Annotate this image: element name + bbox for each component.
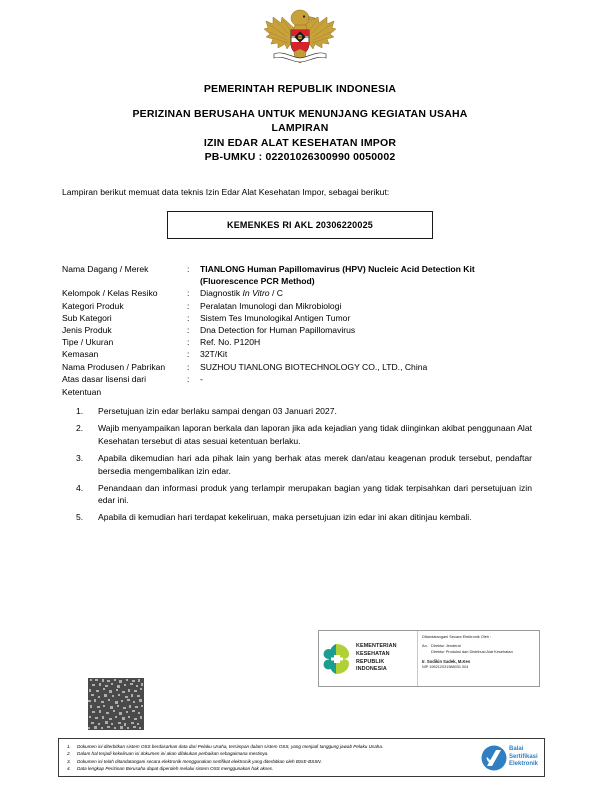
- akl-box-container: [0, 211, 600, 239]
- field-label: Kemasan: [62, 349, 99, 360]
- footer-note-text: Dalam hal terjadi kekeliruan isi dokumen ini akan dilakukan perbaikan sebagaimana mestinya.: [77, 751, 269, 757]
- field-value: [200, 287, 532, 299]
- list-item-number: 3.: [76, 452, 84, 463]
- signer-an-prefix: An.: [422, 642, 428, 648]
- field-value: Sistem Tes Imunologikal Antigen Tumor: [200, 312, 351, 323]
- field-colon: :: [187, 324, 190, 335]
- heading-line-izin-edar: IZIN EDAR ALAT KESEHATAN IMPOR: [203, 136, 397, 149]
- list-item-text: Wajib menyampaikan laporan berkala dan laporan jika ada kejadian yang tidak diinginkan akibat penggunaan Alat Kesehatan tersebut di atas sesuai ketentuan berlaku.: [98, 423, 532, 446]
- bse-line-3: Elektronik: [508, 761, 538, 768]
- field-value-pre: Diagnostik: [200, 288, 243, 299]
- bse-logo-area: [481, 745, 540, 771]
- field-row-sub-kategori: [62, 312, 532, 324]
- document-heading: [0, 82, 600, 164]
- stamp-signature-area: [417, 631, 539, 686]
- signed-electronically-label: Ditandatangani Secara Elektronik Oleh :: [422, 634, 492, 639]
- list-item-text: Apabila di kemudian hari terdapat kekeliruan, maka persetujuan izin edar ini akan ditinjau kembali.: [98, 512, 472, 523]
- field-colon: :: [187, 263, 190, 274]
- field-row-jenis-produk: [62, 324, 532, 336]
- field-label: Nama Dagang / Merek: [62, 263, 149, 274]
- bse-logo-icon: [481, 745, 507, 771]
- field-colon: :: [187, 288, 190, 299]
- signer-position-line-1: Direktur Jenderal: [431, 642, 461, 648]
- heading-line-perizinan: PERIZINAN BERUSAHA UNTUK MENUNJANG KEGIATAN USAHA: [132, 108, 468, 121]
- footer-note-text: Dokumen ini telah ditandatangani secara elektronik menggunakan sertifikat elektronik yang diterbitkan oleh BSrE-BSSN.: [77, 758, 322, 764]
- garuda-pancasila-emblem: [263, 8, 337, 70]
- signer-position-line-2: Direktur Produksi dan Distribusi Alat Kesehatan: [431, 648, 513, 654]
- field-row-kelompok-kelas-resiko: [62, 287, 532, 299]
- signature-stamp: [318, 630, 540, 687]
- field-label: Atas dasar lisensi dari: [62, 373, 147, 384]
- field-label: Kelompok / Kelas Resiko: [62, 288, 158, 299]
- footer-panel: [58, 738, 545, 777]
- field-label: Kategori Produk: [62, 300, 124, 311]
- footer-note-number: 4.: [67, 765, 71, 771]
- ministry-name: [356, 643, 397, 674]
- ketentuan-list: [62, 405, 532, 524]
- list-item-number: 4.: [76, 482, 84, 493]
- footer-note-text: Dokumen ini diterbitkan sistem OSS berdasarkan data dari Pelaku Usaha, tersimpan dalam sistem OSS, yang menjadi tanggung jawab Pelaku Usaha.: [77, 744, 384, 749]
- heading-line-government: PEMERINTAH REPUBLIK INDONESIA: [203, 83, 397, 95]
- emblem-container: [0, 0, 600, 70]
- bse-line-2: Sertifikasi: [508, 753, 538, 760]
- ministry-line-3: REPUBLIK: [356, 658, 385, 665]
- ketentuan-heading: Ketentuan: [62, 386, 102, 397]
- list-item-number: 2.: [76, 423, 84, 434]
- field-value-italic: In Vitro: [242, 288, 270, 299]
- field-value: -: [200, 373, 203, 384]
- list-item-text: Apabila dikemudian hari ada pihak lain yang berhak atas merek dan/atau keagenan produk tersebut, pendaftar bersedia mengembalikan izin edar.: [98, 452, 532, 476]
- field-label: Jenis Produk: [62, 324, 112, 335]
- field-value: Peralatan Imunologi dan Mikrobiologi: [200, 300, 342, 311]
- field-label: Sub Kategori: [62, 312, 112, 323]
- field-row-kemasan: [62, 348, 532, 360]
- field-colon: :: [187, 373, 190, 384]
- field-row-tipe-ukuran: [62, 336, 532, 348]
- footer-note: [61, 743, 481, 750]
- footer-note-number: 1.: [67, 744, 71, 749]
- footer-note: [61, 758, 481, 765]
- field-value: Dna Detection for Human Papillomavirus: [200, 324, 356, 335]
- intro-paragraph: Lampiran berikut memuat data teknis Izin Edar Alat Kesehatan Impor, sebagai berikut:: [62, 186, 390, 197]
- product-data-fields: [62, 263, 532, 398]
- field-colon: :: [187, 312, 190, 323]
- footer-notes-list: [61, 743, 481, 772]
- list-item: [62, 405, 532, 418]
- footer-note-number: 2.: [67, 751, 71, 757]
- list-item: [62, 482, 532, 508]
- qr-code: [88, 678, 144, 730]
- list-item-text: Penandaan dan informasi produk yang terlampir merupakan bagian yang tidak terpisahkan dari persetujuan izin edar ini.: [98, 482, 532, 506]
- field-colon: :: [187, 349, 190, 360]
- field-value-post: / C: [269, 288, 283, 299]
- footer-note-text: Data lengkap Perizinan Berusaha dapat diperoleh melalui sistem OSS menggunakan hak akses.: [77, 765, 274, 771]
- field-label: Tipe / Ukuran: [62, 337, 114, 348]
- list-item-number: 1.: [76, 406, 84, 417]
- field-label: Nama Produsen / Pabrikan: [62, 361, 166, 372]
- field-value: 32T/Kit: [200, 349, 228, 360]
- field-row-nama-produsen: [62, 361, 532, 373]
- kemenkes-logo: [323, 642, 353, 676]
- footer-note-number: 3.: [67, 758, 71, 764]
- signer-position-row: [422, 643, 536, 655]
- field-colon: :: [187, 337, 190, 348]
- field-row-atas-dasar-lisensi: [62, 373, 532, 385]
- heading-line-lampiran: LAMPIRAN: [271, 122, 329, 135]
- footer-note: [61, 750, 481, 757]
- ministry-line-4: INDONESIA: [356, 666, 387, 673]
- list-item: [62, 452, 532, 478]
- akl-number-box: KEMENKES RI AKL 20306220025: [167, 211, 433, 239]
- bse-logo-text: [509, 746, 538, 769]
- stamp-logo-area: [319, 631, 417, 686]
- list-item: [62, 511, 532, 524]
- field-value: TIANLONG Human Papillomavirus (HPV) Nucleic Acid Detection Kit (Fluorescence PCR Method): [200, 263, 475, 287]
- heading-line-pbumku: PB-UMKU : 02201026300990 0050002: [204, 150, 396, 163]
- field-value: SUZHOU TIANLONG BIOTECHNOLOGY CO., LTD., China: [200, 361, 428, 372]
- qr-code-icon: [88, 678, 144, 730]
- signer-position: [431, 643, 536, 655]
- bse-line-1: Balai: [508, 745, 524, 752]
- list-item-text: Persetujuan izin edar berlaku sampai dengan 03 Januari 2027.: [98, 406, 337, 417]
- field-row-nama-dagang: [62, 263, 532, 287]
- ministry-line-2: KESEHATAN: [356, 650, 390, 657]
- signer-name: Ir. Sodikin Sadek, M.Kes: [422, 658, 471, 664]
- footer-note: [61, 765, 481, 772]
- field-row-kategori-produk: [62, 300, 532, 312]
- field-colon: :: [187, 300, 190, 311]
- list-item-number: 5.: [76, 512, 84, 523]
- list-item: [62, 422, 532, 448]
- signer-nip: NIP 196212031988031 004: [422, 664, 469, 669]
- field-colon: :: [187, 361, 190, 372]
- field-value: Ref. No. P120H: [200, 337, 261, 348]
- ministry-line-1: KEMENTERIAN: [356, 643, 397, 650]
